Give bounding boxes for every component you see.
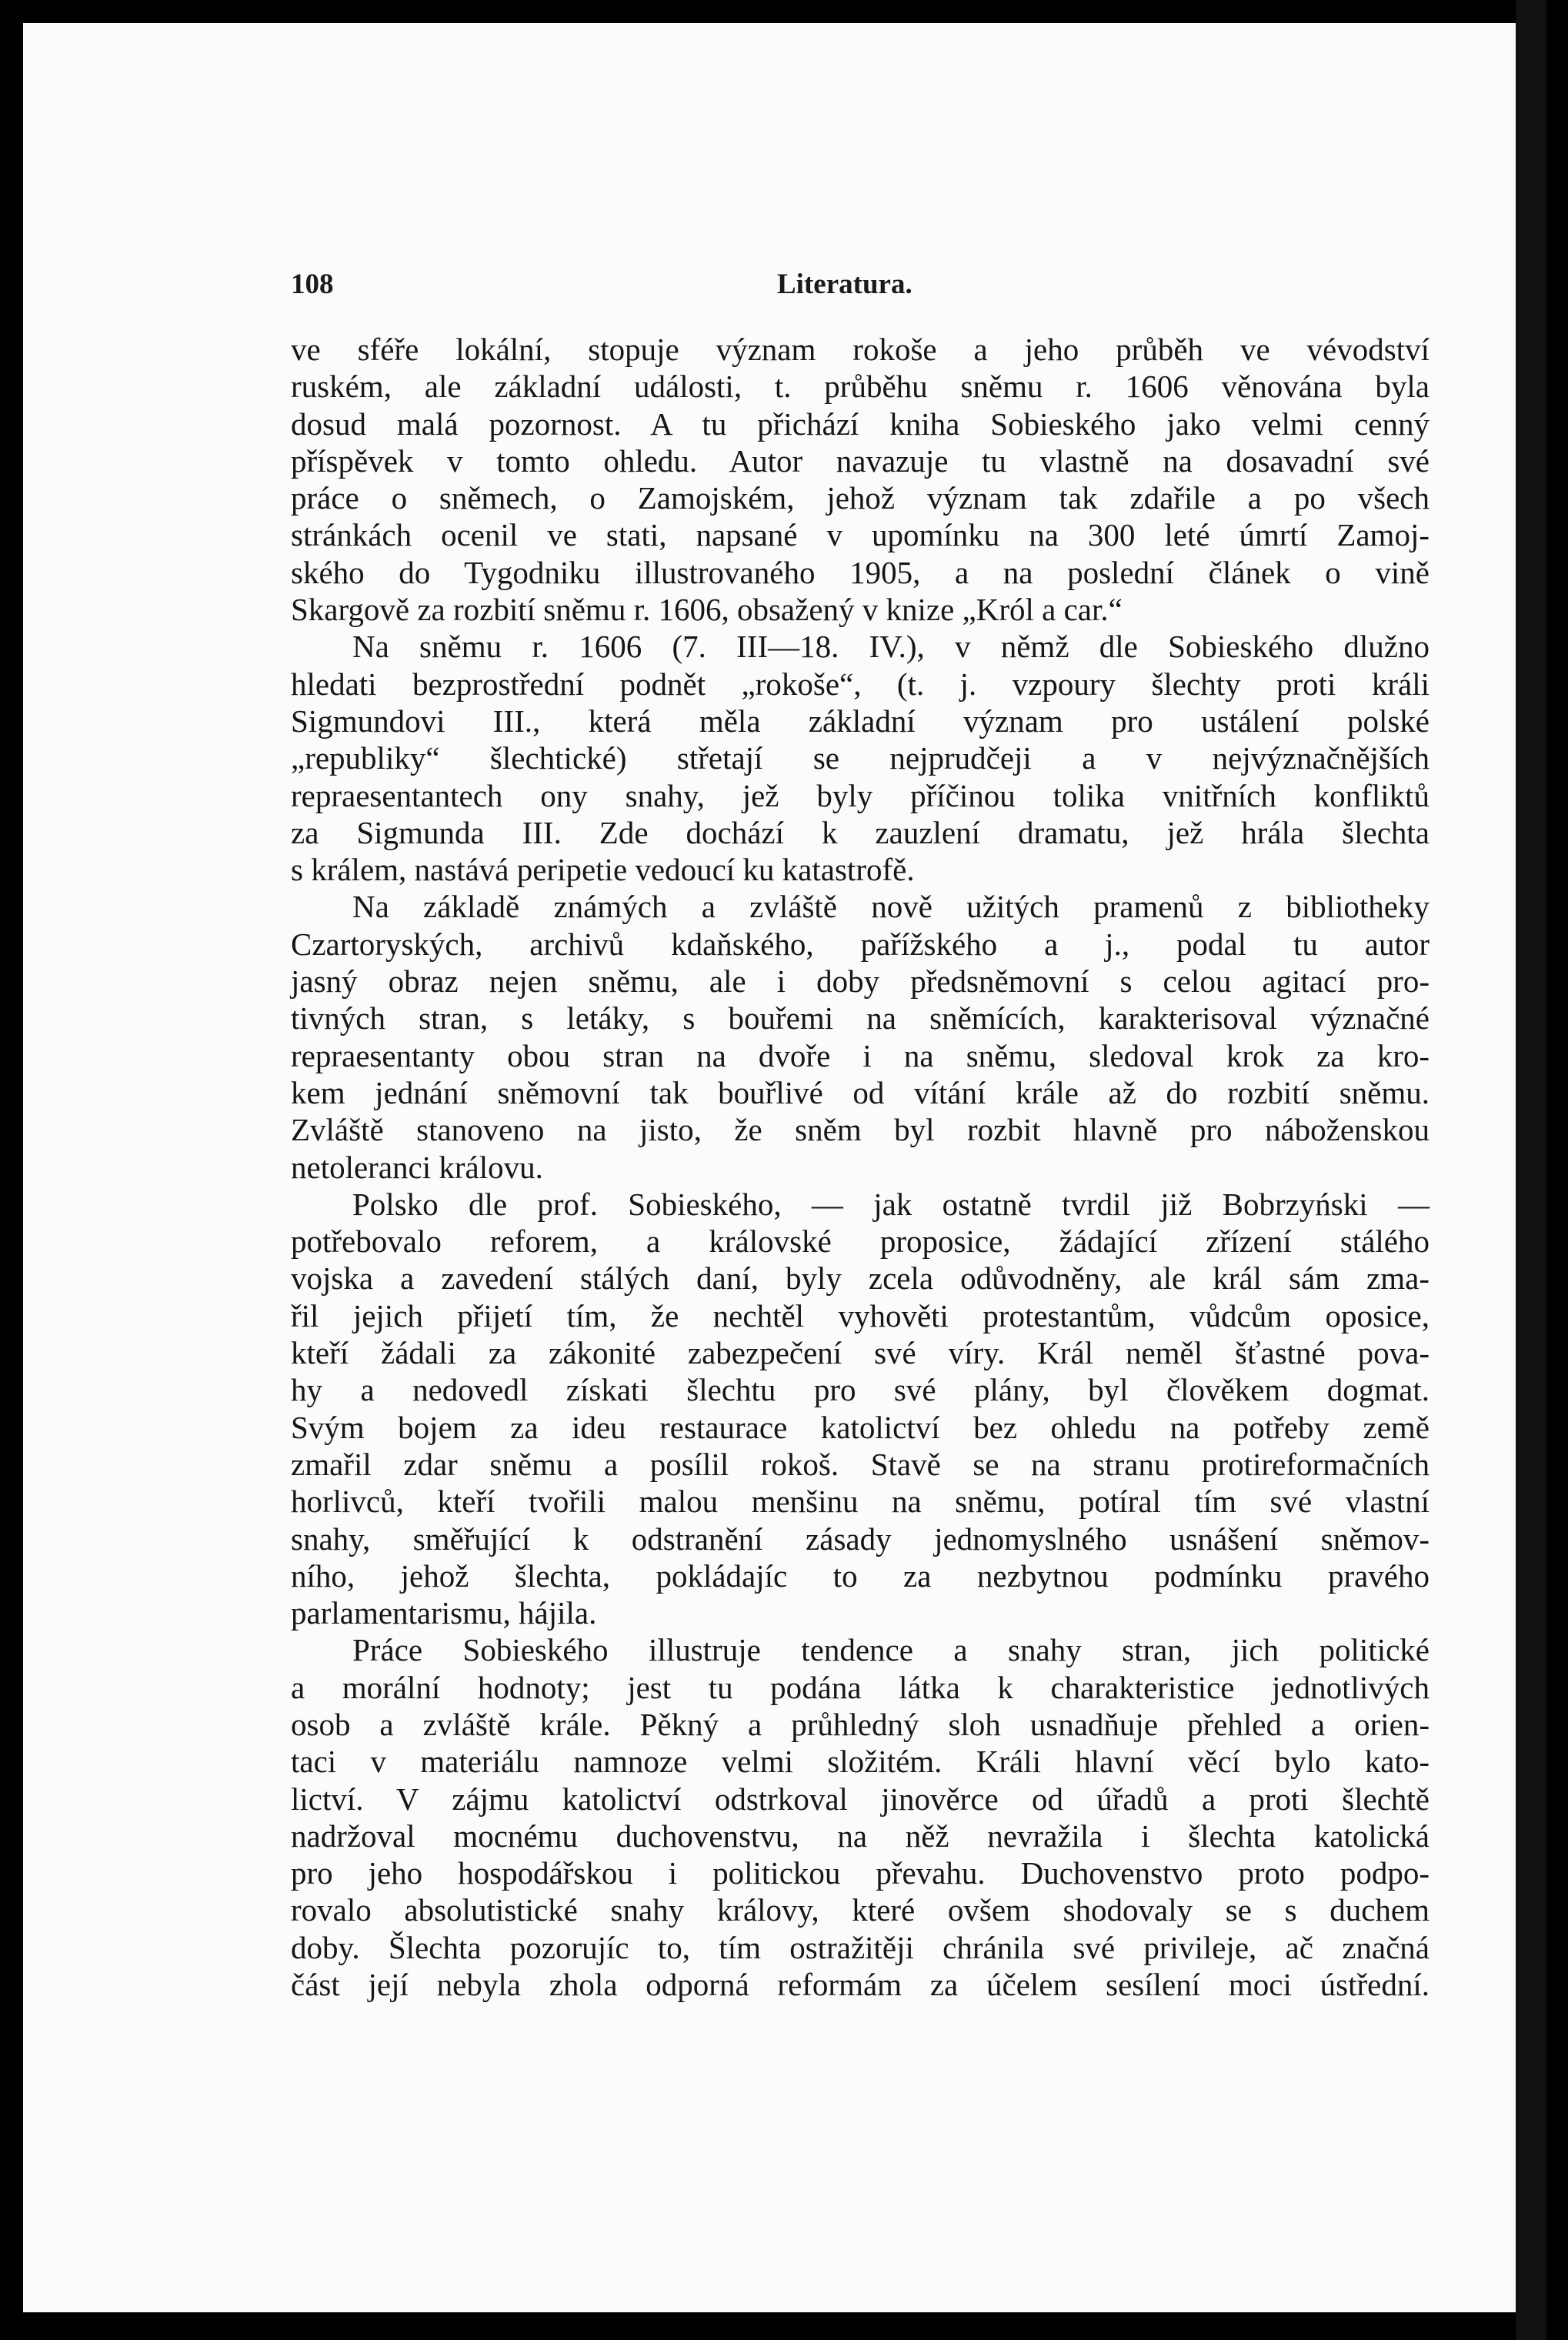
text-line: hledati bezprostřední podnět „rokoše“, (t. j. vzpoury šlechty proti králi: [291, 666, 1430, 702]
text-line: část její nebyla zhola odporná reformám za účelem sesílení moci ústřední.: [291, 1967, 1430, 2003]
text-line: lictví. V zájmu katolictví odstrkoval jinověrce od úřadů a proti šlechtě: [291, 1781, 1430, 1817]
text-line: Práce Sobieského illustruje tendence a snahy stran, jich politické: [352, 1632, 1430, 1668]
text-line: repraesentanty obou stran na dvoře i na sněmu, sledoval krok za kro-: [291, 1037, 1430, 1073]
text-line: doby. Šlechta pozorujíc to, tím ostražitěji chránila své privileje, ač značná: [291, 1929, 1430, 1965]
page-number: 108: [291, 269, 334, 300]
text-line: práce o sněmech, o Zamojském, jehož význam tak zdařile a po všech: [291, 480, 1430, 516]
running-title: Literatura.: [777, 269, 912, 300]
text-line: zmařil zdar sněmu a posílil rokoš. Stavě se na stranu protireformačních: [291, 1446, 1430, 1482]
text-line: Sigmundovi III., která měla základní význam pro ustálení polské: [291, 703, 1430, 739]
text-line: kem jednání sněmovní tak bouřlivé od vítání krále až do rozbití sněmu.: [291, 1074, 1430, 1110]
text-line: Skargově za rozbití sněmu r. 1606, obsažený v knize „Król a car.“: [291, 592, 1123, 628]
text-line: ruském, ale základní události, t. průběhu sněmu r. 1606 věnována byla: [291, 369, 1430, 405]
text-line: repraesentantech ony snahy, jež byly příčinou tolika vnitřních konfliktů: [291, 777, 1430, 813]
text-line: pro jeho hospodářskou i politickou převahu. Duchovenstvo proto podpo-: [291, 1855, 1430, 1891]
text-line: Czartoryských, archivů kdaňského, pařížského a j., podal tu autor: [291, 926, 1430, 962]
text-line: za Sigmunda III. Zde dochází k zauzlení dramatu, jež hrála šlechta: [291, 814, 1430, 850]
scan-edge-shadow: [1516, 0, 1546, 2340]
text-line: ve sféře lokální, stopuje význam rokoše a jeho průběh ve vévodství: [291, 332, 1430, 367]
text-line: netoleranci královu.: [291, 1149, 543, 1185]
page-header: [291, 268, 1430, 314]
body-text: [291, 331, 1430, 2003]
text-line: parlamentarismu, hájila.: [291, 1595, 597, 1631]
text-line: příspěvek v tomto ohledu. Autor navazuje tu vlastně na dosavadní své: [291, 442, 1430, 479]
paragraph-1: [291, 331, 1430, 628]
text-line: Zvláště stanoveno na jisto, že sněm byl rozbit hlavně pro náboženskou: [291, 1112, 1430, 1148]
text-line: taci v materiálu namnoze velmi složitém. Králi hlavní věcí bylo kato-: [291, 1744, 1430, 1780]
paragraph-4: [291, 1186, 1430, 1632]
text-line: dosud malá pozornost. A tu přichází kniha Sobieského jako velmi cenný: [291, 406, 1430, 442]
text-line: ského do Tygodniku illustrovaného 1905, a na poslední článek o vině: [291, 554, 1430, 590]
text-line: osob a zvláště krále. Pěkný a průhledný sloh usnadňuje přehled a orien-: [291, 1706, 1430, 1742]
paragraph-3: [291, 888, 1430, 1185]
paragraph-2: [291, 628, 1430, 888]
text-line: snahy, směřující k odstranění zásady jednomyslného usnášení sněmov-: [291, 1520, 1430, 1557]
text-line: potřebovalo reforem, a královské proposice, žádající zřízení stálého: [291, 1223, 1430, 1260]
text-line: Svým bojem za ideu restaurace katolictví bez ohledu na potřeby země: [291, 1409, 1430, 1445]
text-line: ního, jehož šlechta, pokládajíc to za nezbytnou podmínku pravého: [291, 1557, 1430, 1594]
text-line: tivných stran, s letáky, s bouřemi na sněmících, karakterisoval význačné: [291, 1000, 1430, 1036]
text-line: s králem, nastává peripetie vedoucí ku katastrofě.: [291, 852, 915, 888]
text-line: a morální hodnoty; jest tu podána látka k charakteristice jednotlivých: [291, 1669, 1430, 1705]
paragraph-5: [291, 1631, 1430, 2003]
text-line: „republiky“ šlechtické) střetají se nejprudčeji a v nejvýznačnějších: [291, 740, 1430, 776]
text-line: horlivců, kteří tvořili malou menšinu na sněmu, potíral tím své vlastní: [291, 1484, 1430, 1520]
text-line: Polsko dle prof. Sobieského, — jak ostatně tvrdil již Bobrzyński —: [352, 1186, 1430, 1222]
text-line: Na sněmu r. 1606 (7. III—18. IV.), v němž dle Sobieského dlužno: [352, 629, 1430, 665]
text-line: kteří žádali za zákonité zabezpečení své víry. Král neměl šťastné pova-: [291, 1335, 1430, 1371]
text-line: nadržoval mocnému duchovenstvu, na něž nevražila i šlechta katolická: [291, 1818, 1430, 1854]
text-line: rovalo absolutistické snahy královy, které ovšem shodovaly se s duchem: [291, 1892, 1430, 1928]
text-line: stránkách ocenil ve stati, napsané v upomínku na 300 leté úmrtí Zamoj-: [291, 517, 1430, 553]
book-page: [23, 23, 1543, 2312]
text-line: jasný obraz nejen sněmu, ale i doby předsněmovní s celou agitací pro-: [291, 963, 1430, 1000]
text-line: Na základě známých a zvláště nově užitých pramenů z bibliotheky: [352, 889, 1430, 925]
text-line: hy a nedovedl získati šlechtu pro své plány, byl člověkem dogmat.: [291, 1372, 1430, 1408]
text-line: vojska a zavedení stálých daní, byly zcela odůvodněny, ale král sám zma-: [291, 1260, 1430, 1297]
text-line: řil jejich přijetí tím, že nechtěl vyhověti protestantům, vůdcům oposice,: [291, 1297, 1430, 1334]
